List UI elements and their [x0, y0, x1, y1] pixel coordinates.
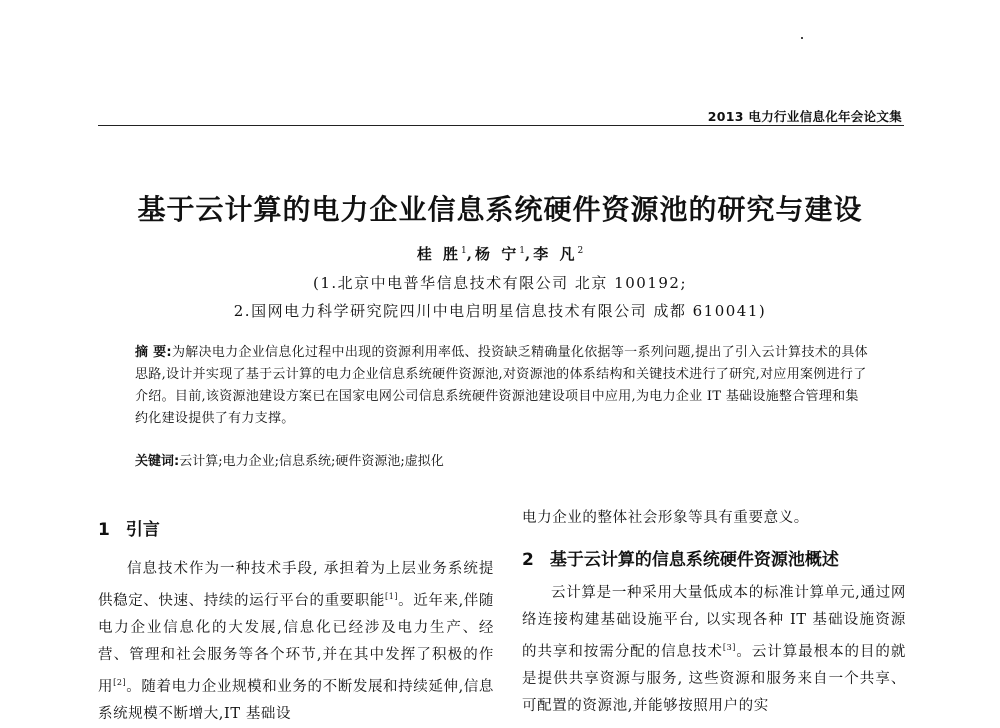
- abstract: [135, 342, 869, 430]
- section-number: 1: [98, 520, 110, 540]
- section-number: 2: [522, 550, 534, 570]
- paper-title: 基于云计算的电力企业信息系统硬件资源池的研究与建设: [137, 193, 863, 226]
- right-column-continuation: 电力企业的整体社会形象等具有重要意义。: [522, 510, 809, 526]
- section-title: 基于云计算的信息系统硬件资源池概述: [549, 550, 839, 570]
- author-line: 桂 胜$^1$,杨 宁$^1$,李 凡$^2$: [416, 245, 584, 263]
- citation-ref: [2]: [113, 677, 127, 687]
- body-text: 信息技术作为一种技术手段, 承担着为上层业务系统提供稳定、快速、持续的运行平台的重要职能: [98, 561, 494, 609]
- journal-header: 2013 电力行业信息化年会论文集: [707, 109, 902, 124]
- section-2-heading: [522, 545, 839, 570]
- author-name: 桂 胜: [416, 245, 462, 263]
- abstract-text: 为解决电力企业信息化过程中出现的资源利用率低、投资缺乏精确量化依据等一系列问题,提出了引入云计算技术的具体思路,设计并实现了基于云计算的电力企业信息系统硬件资源池,对资源池的体系结构和关键技术进行了研究,对应用案例进行了介绍。目前,该资源池建设方案已在国家电网公司信息系统硬件资源池建设项目中应用,为电力企业 IT 基础设施整合管理和集约化建设提供了有力支撑。: [135, 345, 868, 426]
- keywords-text: 云计算;电力企业;信息系统;硬件资源池;虚拟化: [179, 454, 444, 469]
- author-affiliation-mark: 1: [461, 246, 467, 256]
- section-2-body: [522, 580, 906, 720]
- affiliation-2: 2.国网电力科学研究院四川中电启明星信息技术有限公司 成都 610041): [233, 302, 767, 320]
- author-name: 李 凡: [533, 245, 578, 263]
- body-text: 云计算是一种采用大量低成本的标准计算单元,通过网络连接构建基础设施平台, 以实现各种 IT 基础设施资源的共享和按需分配的信息技术: [522, 585, 906, 660]
- keywords-label: 关键词:: [135, 454, 180, 469]
- author-affiliation-mark: 2: [577, 246, 584, 256]
- section-1-body: [98, 556, 494, 728]
- author-name: 杨 宁: [475, 245, 520, 263]
- section-1-heading: [98, 515, 160, 540]
- author-affiliation-mark: 1: [519, 246, 525, 256]
- body-text: 。随着电力企业规模和业务的不断发展和持续延伸,信息系统规模不断增大,IT 基础设: [98, 678, 494, 722]
- body-text: 。云计算最根本的目的就是提供共享资源与服务, 这些资源和服务来自一个共享、可配置的资源池,并能够按照用户的实: [522, 643, 906, 714]
- citation-ref: [1]: [385, 592, 399, 601]
- citation-ref: [3]: [722, 643, 737, 652]
- abstract-label: 摘 要:: [135, 345, 172, 360]
- body-text: 。近年来,伴随电力企业信息化的大发展,信息化已经涉及电力生产、经营、管理和社会服务等各个环节,并在其中发挥了积极的作用: [98, 592, 495, 695]
- affiliation-1: (1.北京中电普华信息技术有限公司 北京 100192;: [312, 274, 688, 292]
- keywords: [135, 451, 869, 473]
- section-title: 引言: [125, 520, 160, 540]
- scan-speck: [801, 37, 803, 39]
- header-rule: [98, 125, 904, 126]
